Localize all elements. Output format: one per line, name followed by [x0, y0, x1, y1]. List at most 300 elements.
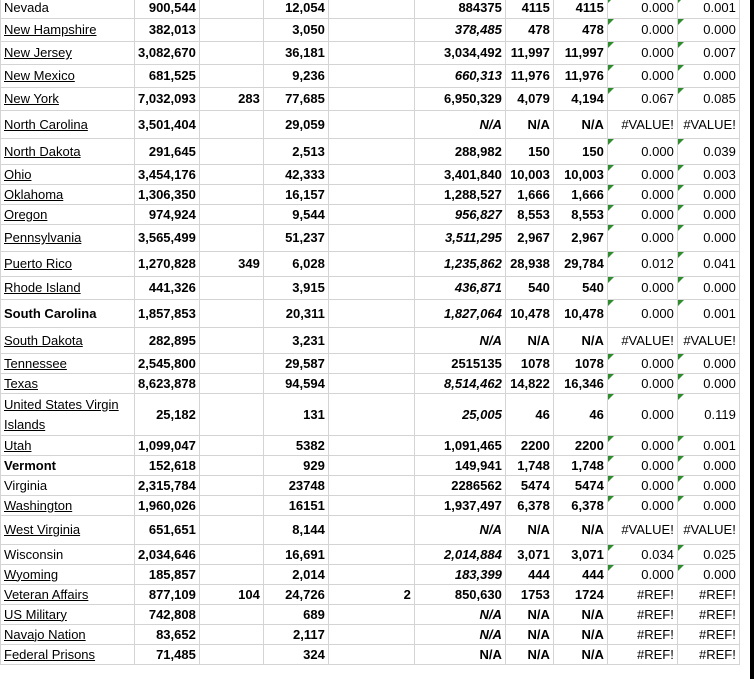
cell-c7[interactable]: 2,967: [553, 225, 607, 252]
cell-c2[interactable]: [199, 394, 263, 436]
cell-state-name[interactable]: [1, 645, 135, 665]
cell-c5[interactable]: 1,937,497: [414, 496, 505, 516]
state-name: Federal Prisons: [4, 646, 96, 662]
cell-c2[interactable]: [199, 225, 263, 252]
cell-state-name[interactable]: [1, 476, 135, 496]
cell-c5[interactable]: N/A: [414, 516, 505, 545]
cell-c9[interactable]: #VALUE!: [677, 516, 739, 545]
cell-state-name[interactable]: [1, 605, 135, 625]
cell-c7[interactable]: 1,666: [553, 185, 607, 205]
cell-c1[interactable]: 441,326: [135, 277, 200, 300]
cell-c6[interactable]: 11,997: [505, 42, 553, 65]
cell-c7[interactable]: N/A: [553, 625, 607, 645]
cell-c1[interactable]: 900,544: [135, 0, 200, 19]
cell-c8[interactable]: 0.067: [607, 88, 677, 111]
cell-c9[interactable]: 0.003: [677, 165, 739, 185]
cell-c3[interactable]: 42,333: [263, 165, 328, 185]
cell-c2[interactable]: [199, 645, 263, 665]
cell-c1[interactable]: 291,645: [135, 139, 200, 165]
cell-state-name[interactable]: [1, 625, 135, 645]
cell-c9[interactable]: 0.000: [677, 277, 739, 300]
cell-c1[interactable]: 742,808: [135, 605, 200, 625]
cell-c4[interactable]: [328, 139, 414, 165]
state-name: Oklahoma: [4, 186, 64, 202]
cell-c4[interactable]: [328, 456, 414, 476]
cell-c2[interactable]: [199, 328, 263, 354]
cell-state-name[interactable]: [1, 354, 135, 374]
cell-c6[interactable]: 4,079: [505, 88, 553, 111]
cell-c7[interactable]: 444: [553, 565, 607, 585]
cell-c7[interactable]: 11,976: [553, 65, 607, 88]
cell-state-name[interactable]: [1, 456, 135, 476]
table-row: [1, 436, 740, 456]
cell-state-name[interactable]: [1, 111, 135, 139]
cell-c4[interactable]: [328, 185, 414, 205]
cell-c8[interactable]: 0.000: [607, 19, 677, 42]
cell-c7[interactable]: 3,071: [553, 545, 607, 565]
cell-c2[interactable]: [199, 374, 263, 394]
cell-c4[interactable]: [328, 328, 414, 354]
cell-c8[interactable]: 0.000: [607, 42, 677, 65]
cell-c9[interactable]: #VALUE!: [677, 111, 739, 139]
cell-c7[interactable]: 4,194: [553, 88, 607, 111]
cell-state-name[interactable]: [1, 277, 135, 300]
cell-state-name[interactable]: [1, 42, 135, 65]
cell-c4[interactable]: [328, 476, 414, 496]
cell-c2[interactable]: [199, 300, 263, 328]
cell-c1[interactable]: 8,623,878: [135, 374, 200, 394]
cell-c2[interactable]: [199, 456, 263, 476]
cell-c6[interactable]: 10,003: [505, 165, 553, 185]
cell-c8[interactable]: #VALUE!: [607, 111, 677, 139]
cell-state-name[interactable]: [1, 139, 135, 165]
cell-c1[interactable]: 185,857: [135, 565, 200, 585]
cell-c6[interactable]: 444: [505, 565, 553, 585]
cell-c2[interactable]: [199, 0, 263, 19]
cell-c2[interactable]: [199, 277, 263, 300]
cell-c8[interactable]: 0.000: [607, 565, 677, 585]
cell-c2[interactable]: 349: [199, 252, 263, 277]
cell-c4[interactable]: [328, 545, 414, 565]
cell-c1[interactable]: 152,618: [135, 456, 200, 476]
cell-c3[interactable]: 5382: [263, 436, 328, 456]
cell-c7[interactable]: N/A: [553, 605, 607, 625]
cell-state-name[interactable]: [1, 88, 135, 111]
cell-state-name[interactable]: [1, 225, 135, 252]
cell-c6[interactable]: 4115: [505, 0, 553, 19]
cell-c8[interactable]: #REF!: [607, 645, 677, 665]
cell-c3[interactable]: 2,014: [263, 565, 328, 585]
cell-c4[interactable]: [328, 496, 414, 516]
cell-c7[interactable]: 1,748: [553, 456, 607, 476]
cell-c4[interactable]: [328, 19, 414, 42]
cell-state-name[interactable]: [1, 516, 135, 545]
cell-c7[interactable]: 11,997: [553, 42, 607, 65]
cell-c9[interactable]: 0.000: [677, 225, 739, 252]
state-name: Utah: [4, 437, 32, 453]
cell-c8[interactable]: 0.000: [607, 300, 677, 328]
cell-c9[interactable]: 0.119: [677, 394, 739, 436]
cell-c1[interactable]: 3,501,404: [135, 111, 200, 139]
cell-state-name[interactable]: [1, 65, 135, 88]
cell-c7[interactable]: N/A: [553, 328, 607, 354]
cell-c8[interactable]: 0.000: [607, 205, 677, 225]
cell-c6[interactable]: 1753: [505, 585, 553, 605]
cell-c1[interactable]: 651,651: [135, 516, 200, 545]
cell-c5[interactable]: 6,950,329: [414, 88, 505, 111]
cell-state-name[interactable]: [1, 185, 135, 205]
cell-c9[interactable]: 0.000: [677, 456, 739, 476]
cell-c8[interactable]: 0.000: [607, 0, 677, 19]
cell-c7[interactable]: 1724: [553, 585, 607, 605]
cell-c1[interactable]: 3,082,670: [135, 42, 200, 65]
cell-c3[interactable]: 77,685: [263, 88, 328, 111]
cell-c6[interactable]: 1,748: [505, 456, 553, 476]
cell-c1[interactable]: 1,270,828: [135, 252, 200, 277]
cell-c9[interactable]: #REF!: [677, 585, 739, 605]
cell-c6[interactable]: 1078: [505, 354, 553, 374]
cell-c3[interactable]: 51,237: [263, 225, 328, 252]
cell-state-name[interactable]: [1, 496, 135, 516]
cell-c8[interactable]: 0.000: [607, 65, 677, 88]
cell-c3[interactable]: 29,587: [263, 354, 328, 374]
table-row: [1, 0, 740, 19]
cell-c7[interactable]: 46: [553, 394, 607, 436]
cell-c9[interactable]: 0.000: [677, 496, 739, 516]
cell-c4[interactable]: [328, 277, 414, 300]
cell-c6[interactable]: 28,938: [505, 252, 553, 277]
cell-c5[interactable]: 850,630: [414, 585, 505, 605]
cell-c2[interactable]: [199, 625, 263, 645]
cell-c2[interactable]: 283: [199, 88, 263, 111]
cell-c1[interactable]: 83,652: [135, 625, 200, 645]
cell-c9[interactable]: 0.000: [677, 19, 739, 42]
cell-c9[interactable]: 0.000: [677, 185, 739, 205]
cell-c9[interactable]: #REF!: [677, 625, 739, 645]
cell-c3[interactable]: 6,028: [263, 252, 328, 277]
cell-c2[interactable]: [199, 65, 263, 88]
cell-c7[interactable]: 10,478: [553, 300, 607, 328]
cell-c1[interactable]: 2,315,784: [135, 476, 200, 496]
cell-c4[interactable]: [328, 65, 414, 88]
cell-c3[interactable]: 2,117: [263, 625, 328, 645]
cell-c4[interactable]: [328, 252, 414, 277]
cell-c1[interactable]: 3,565,499: [135, 225, 200, 252]
cell-c5[interactable]: 183,399: [414, 565, 505, 585]
cell-c1[interactable]: 282,895: [135, 328, 200, 354]
cell-c1[interactable]: 877,109: [135, 585, 200, 605]
cell-c4[interactable]: [328, 436, 414, 456]
table-row: [1, 645, 740, 665]
cell-c3[interactable]: 324: [263, 645, 328, 665]
cell-c3[interactable]: 24,726: [263, 585, 328, 605]
cell-c8[interactable]: #VALUE!: [607, 328, 677, 354]
cell-c2[interactable]: [199, 19, 263, 42]
cell-state-name[interactable]: [1, 565, 135, 585]
cell-c5[interactable]: 2515135: [414, 354, 505, 374]
cell-c6[interactable]: 6,378: [505, 496, 553, 516]
cell-c5[interactable]: 2286562: [414, 476, 505, 496]
cell-state-name[interactable]: [1, 0, 135, 19]
cell-c4[interactable]: [328, 516, 414, 545]
cell-c7[interactable]: 6,378: [553, 496, 607, 516]
cell-c9[interactable]: 0.000: [677, 565, 739, 585]
cell-c3[interactable]: 3,050: [263, 19, 328, 42]
cell-c5[interactable]: 1,288,527: [414, 185, 505, 205]
cell-c3[interactable]: 131: [263, 394, 328, 436]
cell-c1[interactable]: 681,525: [135, 65, 200, 88]
cell-c1[interactable]: 1,960,026: [135, 496, 200, 516]
cell-c4[interactable]: [328, 225, 414, 252]
cell-c2[interactable]: [199, 436, 263, 456]
cell-c5[interactable]: 956,827: [414, 205, 505, 225]
cell-c4[interactable]: [328, 354, 414, 374]
cell-c3[interactable]: 8,144: [263, 516, 328, 545]
cell-c5[interactable]: 2,014,884: [414, 545, 505, 565]
cell-c9[interactable]: 0.001: [677, 300, 739, 328]
cell-c9[interactable]: 0.041: [677, 252, 739, 277]
cell-c1[interactable]: 1,857,853: [135, 300, 200, 328]
cell-c1[interactable]: 2,545,800: [135, 354, 200, 374]
cell-state-name[interactable]: [1, 328, 135, 354]
cell-state-name[interactable]: [1, 374, 135, 394]
cell-c9[interactable]: 0.000: [677, 374, 739, 394]
cell-c7[interactable]: 29,784: [553, 252, 607, 277]
cell-c3[interactable]: 689: [263, 605, 328, 625]
cell-c9[interactable]: 0.007: [677, 42, 739, 65]
cell-c8[interactable]: 0.000: [607, 185, 677, 205]
cell-c6[interactable]: N/A: [505, 328, 553, 354]
cell-c6[interactable]: N/A: [505, 111, 553, 139]
cell-state-name[interactable]: [1, 165, 135, 185]
cell-c7[interactable]: 16,346: [553, 374, 607, 394]
cell-c7[interactable]: 5474: [553, 476, 607, 496]
cell-c5[interactable]: 378,485: [414, 19, 505, 42]
cell-c8[interactable]: 0.000: [607, 436, 677, 456]
cell-c1[interactable]: 7,032,093: [135, 88, 200, 111]
cell-state-name[interactable]: [1, 19, 135, 42]
cell-c3[interactable]: 3,231: [263, 328, 328, 354]
cell-c7[interactable]: 2200: [553, 436, 607, 456]
cell-c4[interactable]: [328, 565, 414, 585]
cell-c3[interactable]: 94,594: [263, 374, 328, 394]
cell-c8[interactable]: 0.000: [607, 354, 677, 374]
cell-c6[interactable]: 3,071: [505, 545, 553, 565]
cell-c2[interactable]: [199, 565, 263, 585]
cell-c8[interactable]: #REF!: [607, 625, 677, 645]
cell-c2[interactable]: 104: [199, 585, 263, 605]
cell-c7[interactable]: 4115: [553, 0, 607, 19]
cell-c7[interactable]: 150: [553, 139, 607, 165]
cell-c4[interactable]: [328, 42, 414, 65]
cell-c7[interactable]: 540: [553, 277, 607, 300]
cell-c5[interactable]: 1,091,465: [414, 436, 505, 456]
state-name: Vermont: [4, 457, 57, 473]
cell-c7[interactable]: N/A: [553, 645, 607, 665]
cell-c3[interactable]: 12,054: [263, 0, 328, 19]
cell-c6[interactable]: N/A: [505, 516, 553, 545]
cell-c5[interactable]: 288,982: [414, 139, 505, 165]
cell-c5[interactable]: 660,313: [414, 65, 505, 88]
cell-c5[interactable]: 3,034,492: [414, 42, 505, 65]
cell-c4[interactable]: [328, 394, 414, 436]
state-name: South Dakota: [4, 332, 83, 348]
cell-c8[interactable]: 0.000: [607, 139, 677, 165]
cell-c7[interactable]: 478: [553, 19, 607, 42]
cell-c5[interactable]: N/A: [414, 625, 505, 645]
cell-state-name[interactable]: [1, 545, 135, 565]
cell-c6[interactable]: 46: [505, 394, 553, 436]
cell-c2[interactable]: [199, 516, 263, 545]
cell-c3[interactable]: 929: [263, 456, 328, 476]
cell-c2[interactable]: [199, 205, 263, 225]
cell-c5[interactable]: 25,005: [414, 394, 505, 436]
cell-c8[interactable]: #REF!: [607, 605, 677, 625]
cell-c3[interactable]: 16,691: [263, 545, 328, 565]
cell-c6[interactable]: 5474: [505, 476, 553, 496]
cell-c5[interactable]: N/A: [414, 645, 505, 665]
cell-c3[interactable]: 9,544: [263, 205, 328, 225]
cell-c7[interactable]: 8,553: [553, 205, 607, 225]
cell-c9[interactable]: 0.000: [677, 205, 739, 225]
cell-c2[interactable]: [199, 354, 263, 374]
state-name: North Carolina: [4, 116, 88, 132]
cell-c8[interactable]: 0.034: [607, 545, 677, 565]
cell-c9[interactable]: 0.000: [677, 354, 739, 374]
cell-c3[interactable]: 9,236: [263, 65, 328, 88]
cell-c4[interactable]: [328, 165, 414, 185]
cell-c3[interactable]: 36,181: [263, 42, 328, 65]
cell-state-name[interactable]: [1, 585, 135, 605]
cell-c7[interactable]: N/A: [553, 516, 607, 545]
cell-c6[interactable]: 478: [505, 19, 553, 42]
cell-c4[interactable]: [328, 625, 414, 645]
cell-c9[interactable]: #VALUE!: [677, 328, 739, 354]
cell-c8[interactable]: 0.000: [607, 374, 677, 394]
cell-c1[interactable]: 1,099,047: [135, 436, 200, 456]
cell-c8[interactable]: 0.000: [607, 476, 677, 496]
cell-c3[interactable]: 23748: [263, 476, 328, 496]
cell-c5[interactable]: 149,941: [414, 456, 505, 476]
cell-c6[interactable]: 8,553: [505, 205, 553, 225]
cell-c4[interactable]: [328, 0, 414, 19]
cell-c9[interactable]: 0.000: [677, 476, 739, 496]
cell-c2[interactable]: [199, 605, 263, 625]
cell-c6[interactable]: 14,822: [505, 374, 553, 394]
cell-c6[interactable]: N/A: [505, 625, 553, 645]
cell-c8[interactable]: 0.000: [607, 496, 677, 516]
cell-state-name[interactable]: [1, 252, 135, 277]
cell-c5[interactable]: N/A: [414, 328, 505, 354]
cell-c9[interactable]: 0.001: [677, 436, 739, 456]
cell-c6[interactable]: N/A: [505, 645, 553, 665]
cell-c6[interactable]: 10,478: [505, 300, 553, 328]
cell-c5[interactable]: N/A: [414, 111, 505, 139]
cell-c3[interactable]: 16151: [263, 496, 328, 516]
cell-c8[interactable]: 0.000: [607, 456, 677, 476]
cell-state-name[interactable]: [1, 205, 135, 225]
cell-c4[interactable]: [328, 374, 414, 394]
state-name: Washington: [4, 497, 73, 513]
cell-c8[interactable]: 0.000: [607, 165, 677, 185]
cell-c5[interactable]: 8,514,462: [414, 374, 505, 394]
cell-c4[interactable]: [328, 111, 414, 139]
cell-c1[interactable]: 2,034,646: [135, 545, 200, 565]
cell-c2[interactable]: [199, 111, 263, 139]
cell-c2[interactable]: [199, 139, 263, 165]
cell-c6[interactable]: N/A: [505, 605, 553, 625]
cell-c1[interactable]: 974,924: [135, 205, 200, 225]
cell-c5[interactable]: N/A: [414, 605, 505, 625]
cell-c5[interactable]: 3,401,840: [414, 165, 505, 185]
cell-c4[interactable]: 2: [328, 585, 414, 605]
cell-c7[interactable]: 1078: [553, 354, 607, 374]
cell-c2[interactable]: [199, 165, 263, 185]
cell-c6[interactable]: 540: [505, 277, 553, 300]
cell-c8[interactable]: 0.012: [607, 252, 677, 277]
cell-state-name[interactable]: [1, 300, 135, 328]
cell-c8[interactable]: 0.000: [607, 225, 677, 252]
cell-c3[interactable]: 3,915: [263, 277, 328, 300]
cell-c9[interactable]: 0.025: [677, 545, 739, 565]
cell-c5[interactable]: 1,827,064: [414, 300, 505, 328]
cell-c5[interactable]: 3,511,295: [414, 225, 505, 252]
cell-c3[interactable]: 20,311: [263, 300, 328, 328]
cell-c6[interactable]: 1,666: [505, 185, 553, 205]
cell-c4[interactable]: [328, 300, 414, 328]
cell-c3[interactable]: 29,059: [263, 111, 328, 139]
cell-c8[interactable]: 0.000: [607, 394, 677, 436]
cell-c2[interactable]: [199, 42, 263, 65]
cell-c1[interactable]: 1,306,350: [135, 185, 200, 205]
cell-c8[interactable]: 0.000: [607, 277, 677, 300]
cell-state-name[interactable]: [1, 394, 135, 436]
cell-c1[interactable]: 382,013: [135, 19, 200, 42]
cell-state-name[interactable]: [1, 436, 135, 456]
cell-c3[interactable]: 16,157: [263, 185, 328, 205]
cell-c2[interactable]: [199, 496, 263, 516]
cell-c4[interactable]: [328, 645, 414, 665]
cell-c6[interactable]: 2200: [505, 436, 553, 456]
cell-c6[interactable]: 2,967: [505, 225, 553, 252]
cell-c4[interactable]: [328, 88, 414, 111]
cell-c9[interactable]: 0.085: [677, 88, 739, 111]
cell-c5[interactable]: 884375: [414, 0, 505, 19]
cell-c2[interactable]: [199, 185, 263, 205]
cell-c6[interactable]: 150: [505, 139, 553, 165]
cell-c4[interactable]: [328, 605, 414, 625]
cell-c2[interactable]: [199, 476, 263, 496]
cell-c6[interactable]: 11,976: [505, 65, 553, 88]
cell-c2[interactable]: [199, 545, 263, 565]
cell-c1[interactable]: 71,485: [135, 645, 200, 665]
cell-c9[interactable]: #REF!: [677, 605, 739, 625]
cell-c3[interactable]: 2,513: [263, 139, 328, 165]
cell-c8[interactable]: #REF!: [607, 585, 677, 605]
cell-c9[interactable]: 0.000: [677, 65, 739, 88]
cell-c1[interactable]: 3,454,176: [135, 165, 200, 185]
cell-c8[interactable]: #VALUE!: [607, 516, 677, 545]
cell-c7[interactable]: 10,003: [553, 165, 607, 185]
cell-c9[interactable]: 0.001: [677, 0, 739, 19]
cell-c9[interactable]: 0.039: [677, 139, 739, 165]
cell-c1[interactable]: 25,182: [135, 394, 200, 436]
cell-c4[interactable]: [328, 205, 414, 225]
cell-c9[interactable]: #REF!: [677, 645, 739, 665]
cell-c7[interactable]: N/A: [553, 111, 607, 139]
cell-c5[interactable]: 436,871: [414, 277, 505, 300]
cell-c5[interactable]: 1,235,862: [414, 252, 505, 277]
